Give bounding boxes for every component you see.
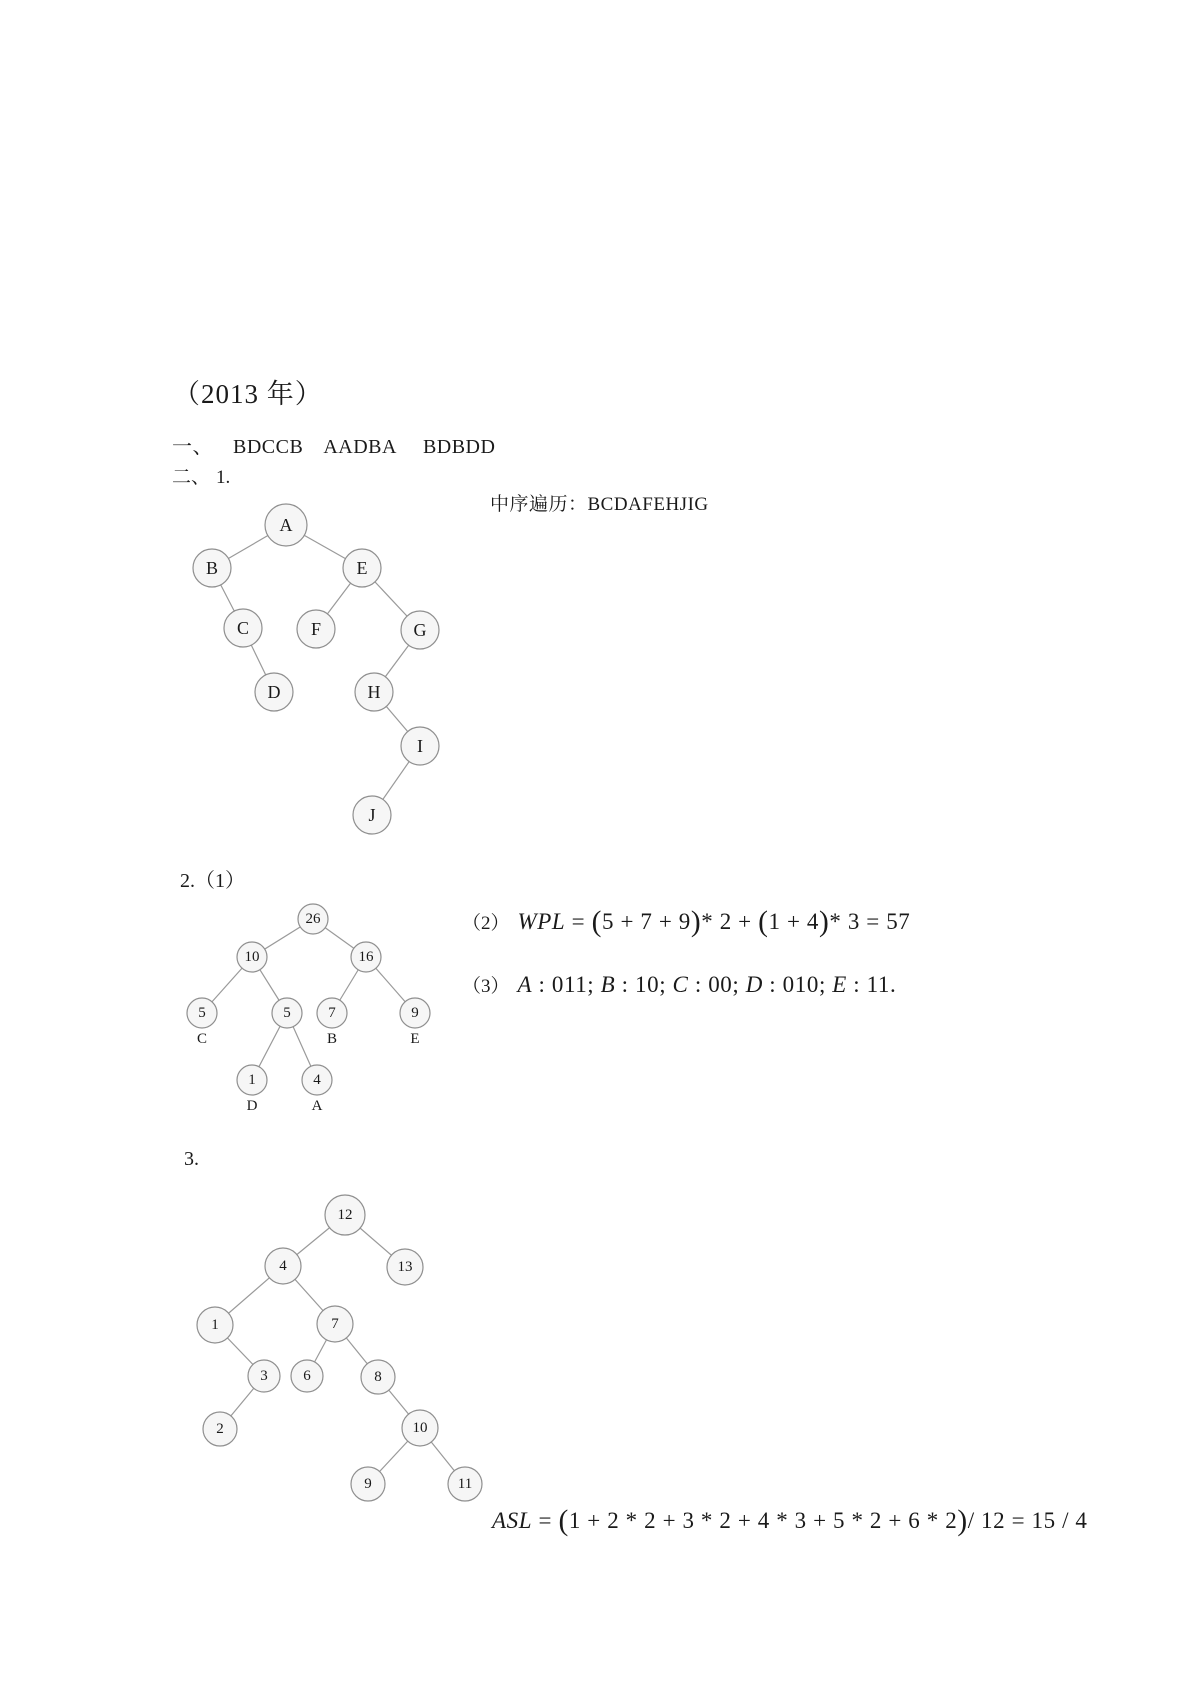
tree-node-F (297, 610, 335, 648)
leaf-letter-label: C (196, 1031, 208, 1047)
tree-node-label: 7 (331, 1316, 339, 1332)
tree-node-J (353, 796, 391, 834)
tree-node-label: 5 (283, 1005, 291, 1021)
q1-answers-line (172, 430, 495, 459)
tree-node-label: 10 (244, 949, 260, 965)
tree-node-label: D (267, 682, 281, 702)
tree-node-n5c (187, 998, 217, 1047)
tree-node-n9 (351, 1467, 385, 1501)
tree-node-label: 26 (305, 911, 321, 927)
math-text: * 3 = 57 (829, 908, 911, 934)
leaf-letter-label: B (326, 1031, 338, 1047)
leaf-letter-label: D (246, 1098, 258, 1114)
math-variable: ASL (492, 1507, 533, 1533)
tree-node-n10 (402, 1410, 438, 1446)
q2-item-number: 1. (216, 467, 231, 488)
tree-node-label: 9 (364, 1476, 372, 1492)
wpl-formula-prefix: （2） (462, 912, 510, 934)
q2-heading: 2.（1） (180, 870, 245, 892)
tree-node-n13 (387, 1249, 423, 1285)
tree-node-label: 3 (260, 1368, 268, 1384)
q1-section-label: 一、 (172, 436, 213, 458)
tree-node-n6 (291, 1360, 323, 1392)
math-text: 1 + 4 (768, 908, 819, 934)
math-text: / 12 = 15 / 4 (967, 1507, 1088, 1533)
tree-node-n10 (237, 942, 267, 972)
tree-node-n12 (325, 1195, 365, 1235)
tree-node-G (401, 611, 439, 649)
tree-node-label: G (413, 620, 427, 640)
tree-node-label: 4 (313, 1072, 321, 1088)
math-text: = (532, 1507, 559, 1533)
q2-section-line (172, 462, 230, 489)
tree-node-label: 13 (397, 1259, 413, 1275)
math-variable: D (745, 972, 763, 997)
tree-node-label: 1 (248, 1072, 256, 1088)
answer-group-2: AADBA (323, 436, 397, 458)
math-variable: A (517, 972, 533, 997)
tree-node-label: F (310, 619, 322, 639)
tree-node-n7 (317, 1306, 353, 1342)
math-paren: ) (818, 906, 830, 938)
tree-node-n4 (265, 1248, 301, 1284)
tree-node-n16 (351, 942, 381, 972)
math-paren: ( (558, 1505, 569, 1537)
math-paren: ) (957, 1505, 968, 1537)
tree-node-label: 11 (457, 1476, 473, 1492)
binary-tree-diagram (175, 495, 465, 840)
huffman-codes-formula (462, 971, 896, 998)
tree-node-n26 (298, 904, 328, 934)
math-text: : 011; (532, 972, 601, 997)
math-text: 5 + 7 + 9 (602, 908, 691, 934)
tree-node-D (255, 673, 293, 711)
math-paren: ) (690, 906, 702, 938)
math-variable: B (600, 972, 616, 997)
tree-node-label: 9 (411, 1005, 419, 1021)
tree-node-B (193, 549, 231, 587)
tree-node-n4 (302, 1065, 332, 1114)
wpl-formula (462, 906, 910, 939)
tree-node-n8 (361, 1360, 395, 1394)
tree-node-label: 4 (279, 1258, 287, 1274)
huffman-codes-prefix: （3） (462, 976, 510, 997)
leaf-letter-label: A (311, 1098, 323, 1114)
tree-node-label: E (356, 558, 368, 578)
answer-group-1: BDCCB (233, 436, 304, 458)
math-variable: C (672, 972, 689, 997)
tree-node-label: I (417, 736, 423, 756)
tree-node-label: A (279, 515, 293, 535)
math-paren: ( (591, 906, 603, 938)
q2-section-label: 二、 (172, 467, 211, 488)
asl-formula (492, 1505, 1088, 1538)
math-paren: ( (758, 906, 769, 938)
tree-node-label: B (205, 558, 219, 578)
huffman-codes-math (518, 972, 897, 997)
math-text: : 00; (688, 972, 746, 997)
bst-diagram (192, 1190, 492, 1505)
tree-node-A (265, 504, 307, 546)
tree-node-label: 16 (358, 949, 374, 965)
wpl-formula-math (517, 906, 911, 938)
tree-node-label: 10 (412, 1420, 428, 1436)
answer-group-3: BDBDD (422, 436, 496, 458)
math-variable: E (832, 972, 847, 997)
math-variable: WPL (517, 908, 566, 934)
math-text: : 10; (615, 972, 673, 997)
math-text: * 2 + (701, 908, 759, 934)
leaf-letter-label: E (410, 1031, 420, 1047)
tree-node-n5m (272, 998, 302, 1028)
math-text: 1 + 2 * 2 + 3 * 2 + 4 * 3 + 5 * 2 + 6 * 2 (568, 1507, 958, 1533)
tree-node-label: H (367, 682, 381, 702)
tree-node-n1 (237, 1065, 267, 1114)
tree-node-n3 (248, 1360, 280, 1392)
tree-node-n7 (317, 998, 347, 1047)
math-text: : 11. (846, 972, 897, 997)
tree-node-label: C (236, 618, 250, 638)
tree-node-E (343, 549, 381, 587)
tree-node-label: J (368, 805, 376, 825)
tree-node-n11 (448, 1467, 482, 1501)
inorder-traversal-text: 中序遍历：BCDAFEHJIG (490, 494, 709, 515)
tree-node-label: 12 (337, 1207, 353, 1223)
tree-node-n2 (203, 1412, 237, 1446)
q3-heading: 3. (184, 1148, 199, 1170)
tree-node-C (224, 609, 262, 647)
math-text: : 010; (762, 972, 833, 997)
tree-node-H (355, 673, 393, 711)
huffman-tree-diagram (180, 898, 440, 1123)
page-title: （2013 年） (173, 379, 323, 409)
tree-node-label: 6 (303, 1368, 311, 1384)
tree-node-I (401, 727, 439, 765)
tree-node-label: 7 (328, 1005, 336, 1021)
tree-node-n9 (400, 998, 430, 1047)
tree-node-label: 8 (374, 1369, 382, 1385)
asl-formula-math (492, 1505, 1088, 1537)
tree-node-label: 1 (211, 1317, 219, 1333)
tree-node-n1 (197, 1307, 233, 1343)
tree-node-label: 2 (216, 1421, 224, 1437)
math-text: = (565, 908, 592, 934)
tree-node-label: 5 (198, 1005, 206, 1021)
